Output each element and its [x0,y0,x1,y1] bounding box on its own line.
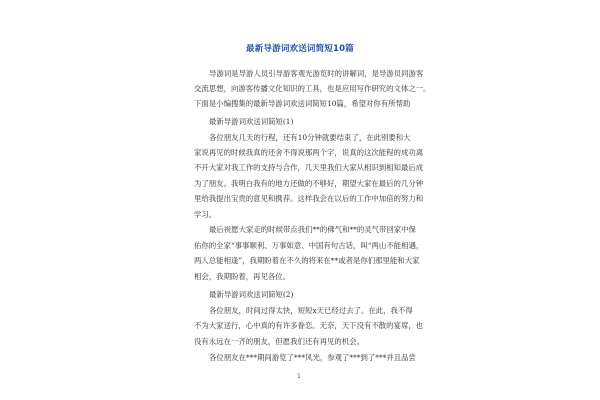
paragraph-line: 两人总能相逢”，我期盼着在不久的将来在**或者是你们那里能和大家 [194,256,420,265]
paragraph-line: 下面是小编搜集的最新导游词欢送词简短10篇，希望对你有所帮助 [194,99,411,108]
paragraph-line: 没有永远在一齐的朋友，但愿我们还有再见的机会。 [194,337,364,346]
page-number: 1 [297,373,301,380]
section-heading: 最新导游词欢送词简短(1) [209,117,294,126]
paragraph-line: 为了朋友。我明白我有的地方还做的不够好，期望大家在最后的几分钟 [194,179,424,188]
paragraph-line: 不开大家对我工作的支持与合作，几天里我们大家从相识到相知最后成 [194,163,424,172]
paragraph-line: 最后祝愿大家走的时候带点我们**的佛气和**的灵气带回家中保 [209,225,416,234]
paragraph-line: 佑你的全家“事事顺利、万事如意、中国有句古话，叫“两山不能相遇， [194,241,424,250]
document-title: 最新导游词欢送词简短10篇 [246,44,354,54]
paragraph-line: 各位朋友几天的行程，还有10分钟就要结束了，在此别要和大 [209,133,411,142]
paragraph-line: 各位朋友在***期间游览了***风光，参观了***到了***并且品尝 [209,353,416,362]
paragraph-line: 导游词是导游人员引导游客观光游览时的讲解词，是导游员同游客 [209,69,424,78]
paragraph-line: 里给我提出宝贵的意见和携荐。这样我会在以后的工作中加倍的努力和 [194,194,424,203]
paragraph-line: 各位朋友，时间过得太快，短短x天已经过去了。在此，我不得 [209,306,413,315]
paragraph-line: 学习。 [194,210,217,219]
paragraph-line: 不为大家送行，心中真的有许多眷恋。无奈，天下没有不散的宴席，也 [194,321,424,330]
paragraph-line: 相会，我期盼着，再见各位。 [194,272,291,281]
paragraph-line: 家说再见的时候我真的还舍不得说那两个字，说真的这次能程的成功离 [194,148,424,157]
paragraph-line: 交流思想，向游客传播文化知识的工具，也是应用写作研究的文体之一。 [194,84,431,93]
section-heading: 最新导游词欢送词简短(2) [209,290,294,299]
